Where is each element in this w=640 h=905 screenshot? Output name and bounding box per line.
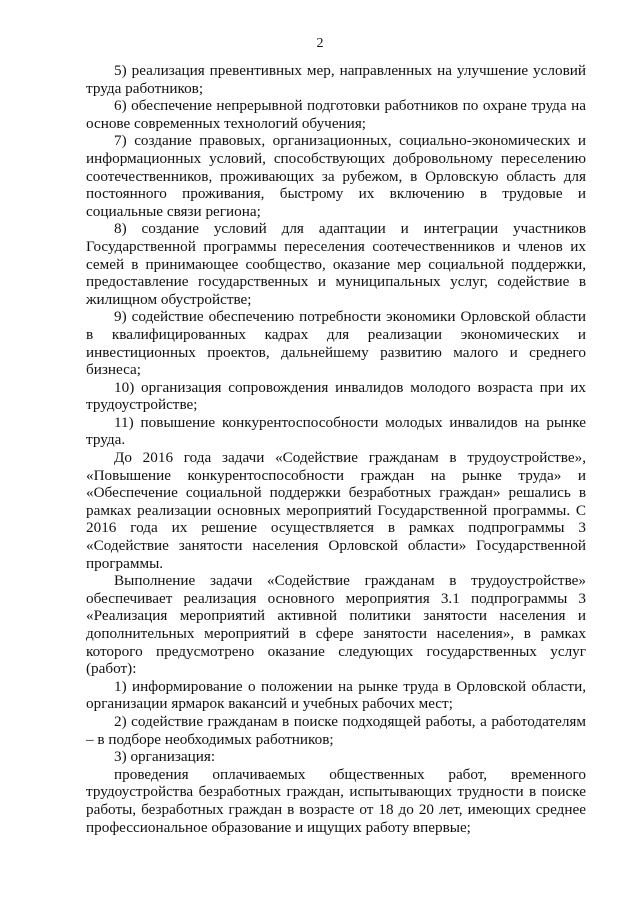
paragraph: Выполнение задачи «Содействие гражданам в трудоустройстве» обеспечивает реализация основного мероприятия 3.1 подпрограммы 3 «Реализация мероприятий активной политики занятости населения и дополнительных мероприятий в сфере занятости населения», в рамках которого предусмотрено оказание следующих государственных услуг (работ): xyxy=(86,572,586,678)
paragraph: 10) организация сопровождения инвалидов молодого возраста при их трудоустройстве; xyxy=(86,378,586,414)
paragraph: 5) реализация превентивных мер, направленных на улучшение условий труда работников; xyxy=(86,62,586,97)
paragraph: 1) информирование о положении на рынке труда в Орловской области, организации ярмарок вакансий и учебных рабочих мест; xyxy=(86,677,586,713)
paragraph: 9) содействие обеспечению потребности экономики Орловской области в квалифицированных кадрах для реализации экономических и инвестиционных проектов, дальнейшему развитию малого и среднего бизнеса; xyxy=(86,308,586,379)
paragraph: 7) создание правовых, организационных, социально-экономических и информационных условий, способствующих добровольному переселению соотечественников, проживающих за рубежом, в Орловскую область для постоянного проживания, быстрому их включению в трудовые и социальные связи региона; xyxy=(86,132,586,220)
paragraph: проведения оплачиваемых общественных работ, временного трудоустройства безработных граждан, испытывающих трудности в поиске работы, безработных граждан в возрасте от 18 до 20 лет, имеющих среднее профессиональное образование и ищущих работу впервые; xyxy=(86,765,586,836)
paragraph: 3) организация: xyxy=(114,748,216,766)
paragraph: До 2016 года задачи «Содействие гражданам в трудоустройстве», «Повышение конкурентоспособности граждан на рынке труда» и «Обеспечение социальной поддержки безработных граждан» решались в рамках реализации основных мероприятий Государственной программы. С 2016 года их решение осуществляется в рамках подпрограммы 3 «Содействие занятости населения Орловской области» Государственной программы. xyxy=(86,449,586,572)
document-body xyxy=(86,62,586,836)
paragraph: 6) обеспечение непрерывной подготовки работников по охране труда на основе современных технологий обучения; xyxy=(86,97,586,132)
paragraph: 8) создание условий для адаптации и интеграции участников Государственной программы переселения соотечественников и членов их семей в принимающее сообщество, оказание мер социальной поддержки, предоставление государственных и муниципальных услуг, содействие в жилищном обустройстве; xyxy=(86,220,586,308)
paragraph: 11) повышение конкурентоспособности молодых инвалидов на рынке труда. xyxy=(86,413,586,449)
page-number: 2 xyxy=(316,36,324,51)
paragraph: 2) содействие гражданам в поиске подходящей работы, а работодателям – в подборе необходимых работников; xyxy=(86,712,586,748)
